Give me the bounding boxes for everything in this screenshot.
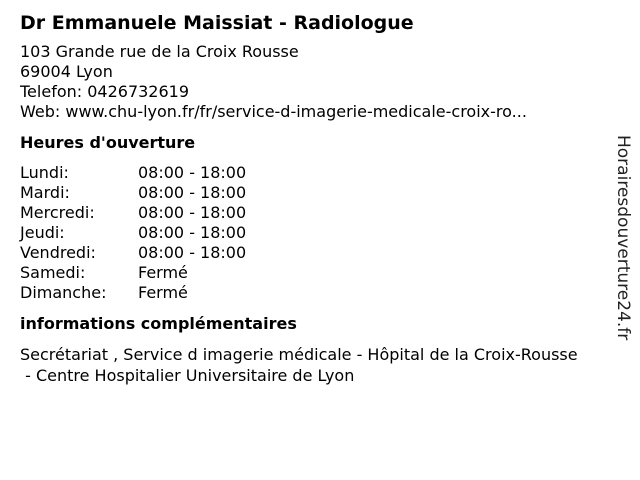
- hours-value: 08:00 - 18:00: [138, 203, 247, 222]
- additional-info-text: [20, 344, 635, 386]
- day-label: Mercredi:: [20, 203, 95, 222]
- hours-row-monday: [20, 163, 610, 183]
- opening-hours-heading: Heures d'ouverture: [20, 133, 196, 152]
- day-label: Samedi:: [20, 263, 86, 282]
- business-title: Dr Emmanuele Maissiat - Radiologue: [20, 12, 414, 34]
- site-watermark: Horairesdouverture24.fr: [613, 135, 633, 341]
- contact-block: [20, 42, 610, 122]
- hours-row-tuesday: [20, 183, 610, 203]
- day-label: Jeudi:: [20, 223, 65, 242]
- hours-value: 08:00 - 18:00: [138, 183, 247, 202]
- day-label: Mardi:: [20, 183, 70, 202]
- day-label: Lundi:: [20, 163, 69, 182]
- day-label: Vendredi:: [20, 243, 96, 262]
- additional-info-heading: informations complémentaires: [20, 314, 297, 333]
- additional-info-line: - Centre Hospitalier Universitaire de Lyon: [20, 366, 355, 385]
- hours-row-sunday: [20, 283, 610, 303]
- hours-value: 08:00 - 18:00: [138, 243, 247, 262]
- hours-row-wednesday: [20, 203, 610, 223]
- website-link[interactable]: Web: www.chu-lyon.fr/fr/service-d-imagerie-medicale-croix-ro...: [20, 102, 527, 121]
- phone-number[interactable]: Telefon: 0426732619: [20, 82, 190, 101]
- business-card: [20, 10, 610, 386]
- hours-row-saturday: [20, 263, 610, 283]
- hours-row-thursday: [20, 223, 610, 243]
- hours-row-friday: [20, 243, 610, 263]
- opening-hours-table: [20, 163, 610, 303]
- address-city: 69004 Lyon: [20, 62, 113, 81]
- hours-value: Fermé: [138, 263, 188, 282]
- hours-value: Fermé: [138, 283, 188, 302]
- hours-value: 08:00 - 18:00: [138, 223, 247, 242]
- hours-value: 08:00 - 18:00: [138, 163, 247, 182]
- address-street: 103 Grande rue de la Croix Rousse: [20, 42, 299, 61]
- day-label: Dimanche:: [20, 283, 107, 302]
- additional-info-line: Secrétariat , Service d imagerie médicale - Hôpital de la Croix-Rousse: [20, 345, 578, 364]
